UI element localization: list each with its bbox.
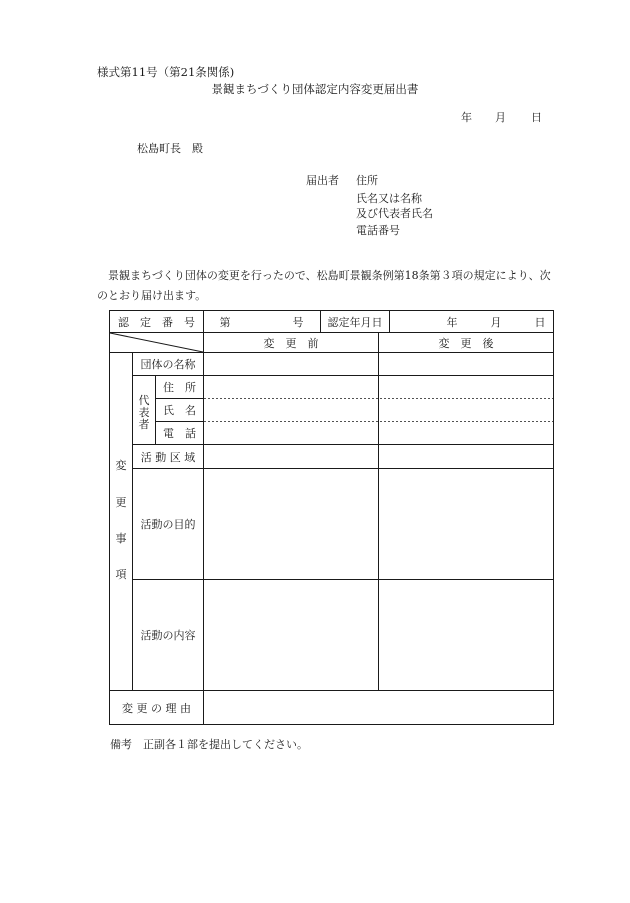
representative-char-2: 表 [138, 406, 150, 419]
date-year-label: 年 [461, 111, 472, 124]
addressee: 松島町長 殿 [137, 142, 203, 155]
date-month-label: 月 [495, 111, 506, 124]
cert-number-label: 認 定 番 号 [118, 315, 195, 329]
body-paragraph: 景観まちづくり団体の変更を行ったので、松島町景観条例第18条第３項の規定により、次のとおり届け出ます。 [97, 269, 551, 302]
form-number: 様式第11号（第21条関係) [97, 65, 235, 79]
document-title: 景観まちづくり団体認定内容変更届出書 [211, 82, 419, 96]
rep-address-label: 住 所 [163, 381, 196, 394]
rep-phone-label: 電 話 [163, 427, 196, 440]
change-items-char-4: 項 [115, 568, 127, 581]
notifier-name-label: 氏名又は名称 [356, 192, 422, 205]
before-change-header: 変 更 前 [263, 336, 319, 350]
after-change-header: 変 更 後 [438, 336, 494, 350]
change-reason-label: 変 更 の 理 由 [122, 701, 191, 715]
date-day-label: 日 [531, 111, 542, 124]
notifier-label: 届出者 [306, 174, 339, 187]
cert-date-month: 月 [490, 315, 502, 329]
change-items-char-1: 変 [115, 459, 127, 472]
notifier-phone-label: 電話番号 [356, 224, 400, 237]
activity-area-label: 活 動 区 域 [140, 450, 196, 464]
change-items-char-3: 事 [115, 532, 127, 545]
footnote: 備考 正副各１部を提出してください。 [110, 738, 308, 751]
representative-char-1: 代 [138, 394, 150, 407]
cert-date-year: 年 [446, 315, 458, 329]
representative-char-3: 者 [138, 418, 150, 431]
cert-number-prefix: 第 [219, 315, 231, 329]
notifier-address-label: 住所 [356, 174, 378, 187]
group-name-label: 団体の名称 [140, 358, 196, 371]
activity-purpose-label: 活動の目的 [140, 518, 196, 531]
change-items-char-2: 更 [115, 496, 127, 509]
cert-date-day: 日 [534, 315, 546, 329]
activity-content-label: 活動の内容 [140, 629, 196, 642]
notifier-representative-label: 及び代表者氏名 [356, 207, 433, 220]
rep-name-label: 氏 名 [163, 404, 196, 417]
cert-date-label: 認定年月日 [327, 315, 383, 329]
cert-number-suffix: 号 [292, 315, 304, 329]
